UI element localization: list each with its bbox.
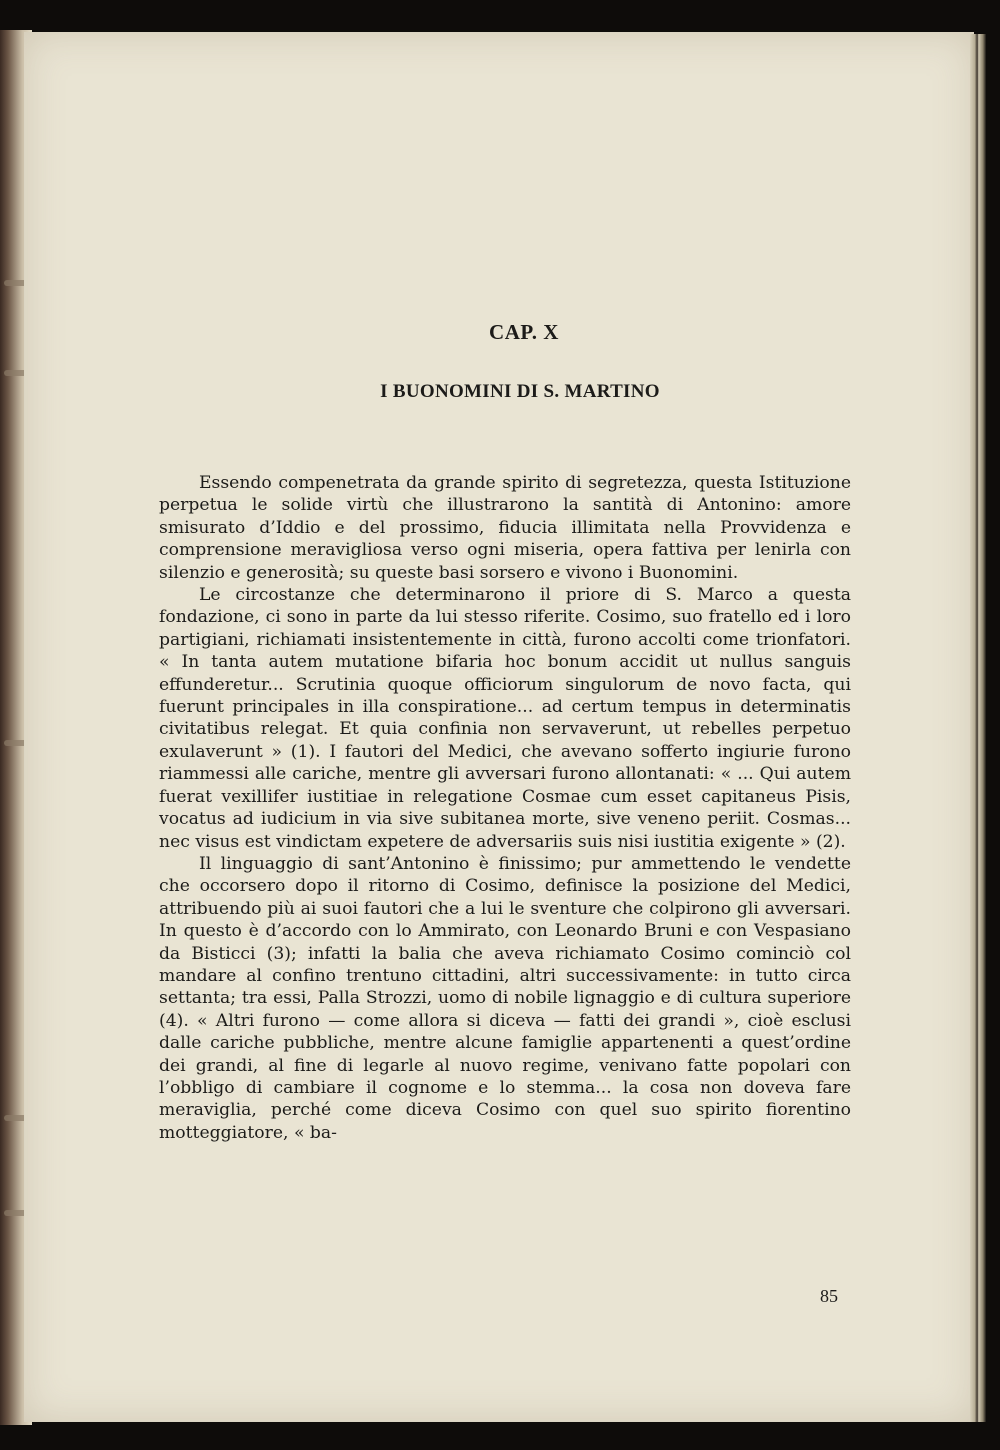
- chapter-title: I BUONOMINI DI S. MARTINO: [380, 381, 660, 402]
- page-stack-edge: [970, 34, 986, 1422]
- chapter-number: CAP. X: [489, 320, 559, 344]
- body-paragraph: Il linguaggio di sant’Antonino è finissimo; pur ammettendo le vendette che occorsero dopo il ritorno di Cosimo, definisce la posizione del Medici, attribuendo più ai suoi fautori che a lui le sventure che colpirono gli avversari. In questo è d’accordo con lo Ammirato, con Leonardo Bruni e con Vespasiano da Bisticci (3); infatti la balia che aveva richiamato Cosimo cominciò col mandare al confino trentuno cittadini, altri successivamente: in tutto circa settanta; tra essi, Palla Strozzi, uomo di nobile lignaggio e di cultura superiore (4). « Altri furono — come allora si diceva — fatti dei grandi », cioè esclusi dalle cariche pubbliche, mentre alcune famiglie appartenenti a quest’ordine dei grandi, al fine di legarle al nuovo regime, venivano fatte popolari con l’obbligo di cambiare il cognome e lo stemma... la cosa non doveva fare meraviglia, perché come diceva Cosimo con quel suo spirito fiorentino motteggiatore, « ba-: [159, 853, 851, 1143]
- page-number: 85: [820, 1286, 838, 1306]
- page-content: [159, 320, 851, 1144]
- body-paragraph: Le circostanze che determinarono il priore di S. Marco a questa fondazione, ci sono in parte da lui stesso riferite. Cosimo, suo fratello ed i loro partigiani, richiamati insistentemente in città, furono accolti come trionfatori. « In tanta autem mutatione bifaria hoc bonum accidit ut nullus sanguis effunderetur... Scrutinia quoque officiorum singulorum de novo facta, qui fuerunt principales in illa conspiratione... ad certum tempus in determinatis civitatibus relegat. Et quia confinia non servaverunt, ut rebelles perpetuo exulaverunt » (1). I fautori del Medici, che avevano sofferto ingiurie furono riammessi alle cariche, mentre gli avversari furono allontanati: « ... Qui autem fuerat vexillifer iustitiae in relegatione Cosmae cum esset capitaneus Pisis, vocatus ad iudicium in via sive subitanea morte, sive veneno periit. Cosmas... nec visus est vindictam expetere de adversariis suis nisi iustitia exigente » (2).: [159, 585, 851, 852]
- body-paragraph: Essendo compenetrata da grande spirito di segretezza, questa Istituzione perpetua le solide virtù che illustrarono la santità di Antonino: amore smisurato d’Iddio e del prossimo, fiducia illimitata nella Provvidenza e comprensione meravigliosa verso ogni miseria, opera fattiva per lenirla con silenzio e generosità; su queste basi sorsero e vivono i Buonomini.: [159, 473, 851, 583]
